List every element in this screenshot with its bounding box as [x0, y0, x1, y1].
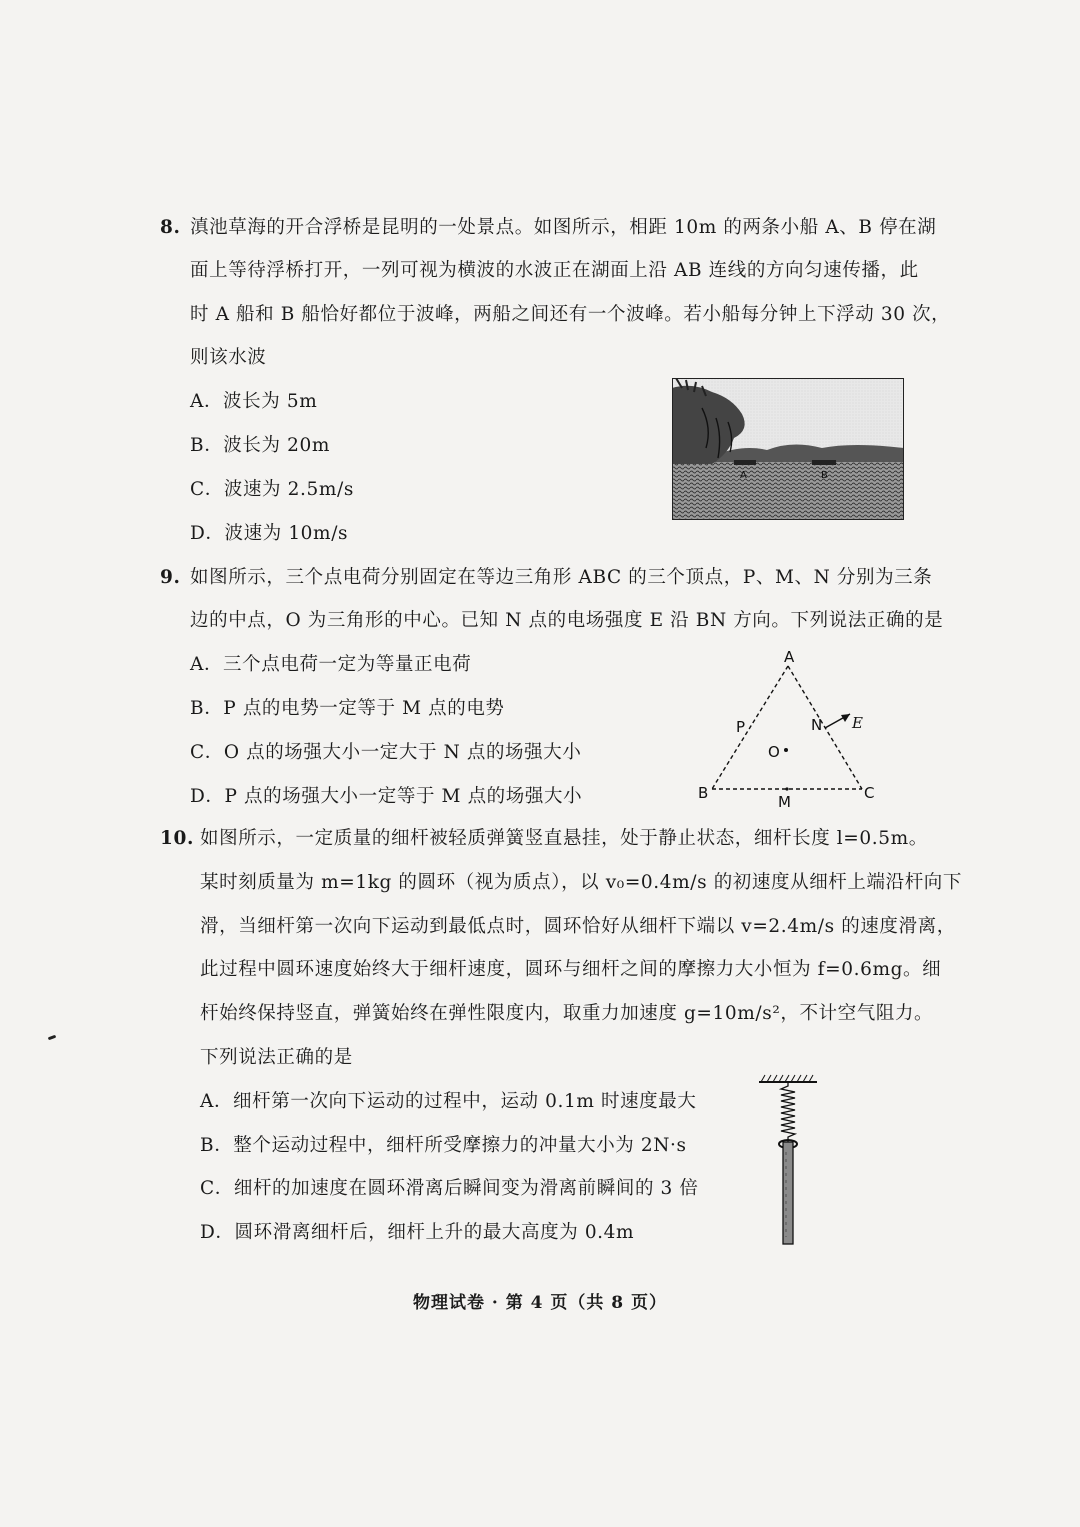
q9-option-c: C．O 点的场强大小一定大于 N 点的场强大小	[190, 742, 582, 763]
q9-number: 9.	[160, 567, 181, 588]
q9-point-o: O	[768, 743, 780, 761]
q10-stem-line-2: 某时刻质量为 m=1kg 的圆环（视为质点），以 v₀=0.4m/s 的初速度从细杆上端沿杆向下	[200, 872, 963, 893]
q9-point-m: M	[778, 793, 791, 810]
q8-stem-line-2: 面上等待浮桥打开，一列可视为横波的水波正在湖面上沿 AB 连线的方向匀速传播，此	[190, 260, 919, 281]
q9-option-d: D．P 点的场强大小一定等于 M 点的场强大小	[190, 786, 583, 807]
q8-option-a: A．波长为 5m	[190, 391, 318, 412]
q10-stem-line-3: 滑，当细杆第一次向下运动到最低点时，圆环恰好从细杆下端以 v=2.4m/s 的速度滑离，	[200, 916, 956, 937]
q9-point-n: N	[811, 716, 823, 734]
q8-boat-a-label: A	[740, 470, 747, 481]
q9-vertex-b: B	[698, 784, 709, 802]
q8-stem-line-3: 时 A 船和 B 船恰好都位于波峰，两船之间还有一个波峰。若小船每分钟上下浮动 30 次，	[190, 304, 951, 325]
q10-option-a: A．细杆第一次向下运动的过程中，运动 0.1m 时速度最大	[200, 1091, 697, 1112]
q9-stem-line-2: 边的中点，O 为三角形的中心。已知 N 点的电场强度 E 沿 BN 方向。下列说法正确的是	[190, 610, 944, 631]
q8-option-c: C．波速为 2.5m/s	[190, 479, 354, 500]
q8-lake-photo	[672, 378, 904, 520]
q9-option-b: B．P 点的电势一定等于 M 点的电势	[190, 698, 505, 719]
q8-option-b: B．波长为 20m	[190, 435, 330, 456]
q10-stem-line-6: 下列说法正确的是	[200, 1047, 353, 1068]
q9-vertex-c: C	[864, 784, 875, 802]
page-footer: 物理试卷 · 第 4 页（共 8 页）	[412, 1293, 668, 1313]
q10-option-d: D．圆环滑离细杆后，细杆上升的最大高度为 0.4m	[200, 1222, 635, 1243]
q10-stem-line-1: 如图所示，一定质量的细杆被轻质弹簧竖直悬挂，处于静止状态，细杆长度 l=0.5m。	[200, 828, 928, 849]
q9-triangle-diagram	[690, 646, 890, 810]
q9-field-e: E	[852, 714, 863, 732]
q10-number: 10.	[160, 828, 194, 849]
q9-option-a: A．三个点电荷一定为等量正电荷	[190, 654, 472, 675]
q9-point-p: P	[736, 718, 746, 736]
scan-speck	[48, 1035, 57, 1041]
q10-spring-rod-diagram	[755, 1072, 821, 1250]
q8-stem-line-1: 滇池草海的开合浮桥是昆明的一处景点。如图所示，相距 10m 的两条小船 A、B 停在湖	[190, 217, 937, 238]
q10-stem-line-5: 杆始终保持竖直，弹簧始终在弹性限度内，取重力加速度 g=10m/s²，不计空气阻力。	[200, 1003, 934, 1024]
q8-option-d: D．波速为 10m/s	[190, 523, 349, 544]
q8-boat-b-label: B	[821, 470, 828, 481]
q8-number: 8.	[160, 217, 181, 238]
q10-option-c: C．细杆的加速度在圆环滑离后瞬间变为滑离前瞬间的 3 倍	[200, 1178, 699, 1199]
q8-stem-line-4: 则该水波	[190, 347, 267, 368]
q9-vertex-a: A	[784, 648, 795, 666]
q10-option-b: B．整个运动过程中，细杆所受摩擦力的冲量大小为 2N·s	[200, 1135, 687, 1156]
q10-stem-line-4: 此过程中圆环速度始终大于细杆速度，圆环与细杆之间的摩擦力大小恒为 f=0.6mg。细	[200, 959, 942, 980]
q9-stem-line-1: 如图所示，三个点电荷分别固定在等边三角形 ABC 的三个顶点，P、M、N 分别为三条	[190, 567, 933, 588]
